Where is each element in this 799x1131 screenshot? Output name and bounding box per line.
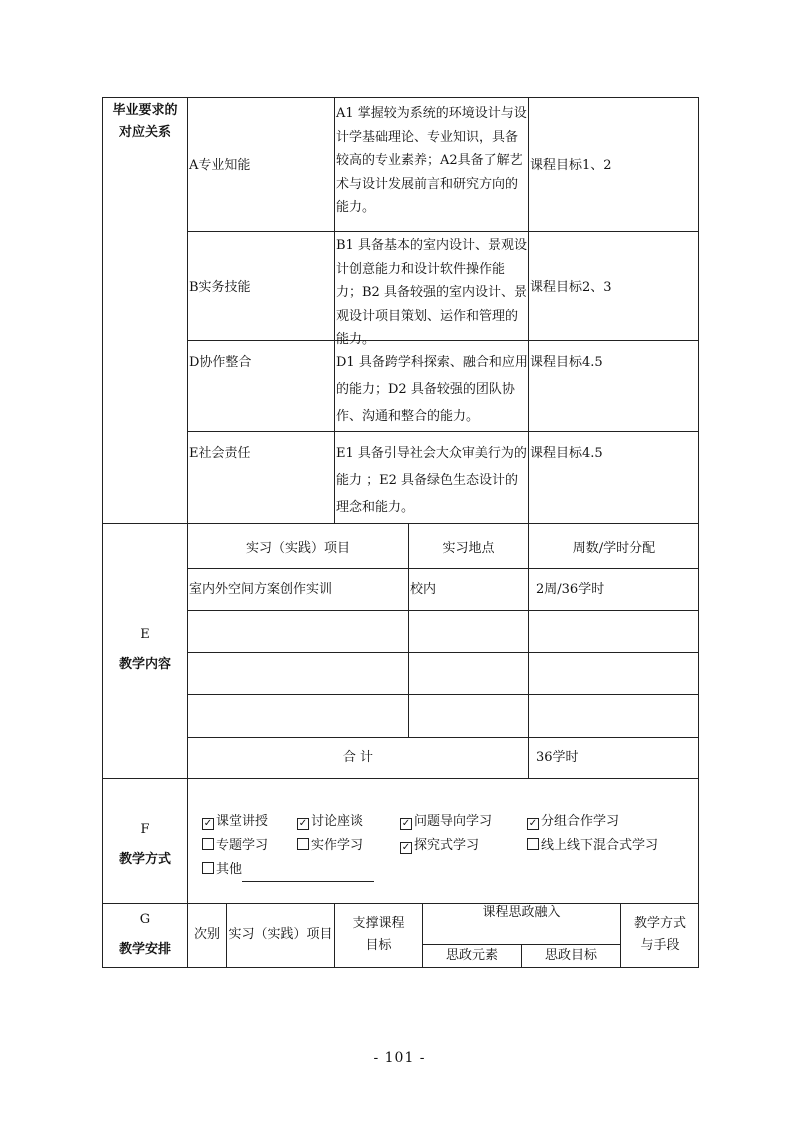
requirement-detail: D1 具备跨学科探索、融合和应用的能力；D2 具备较强的团队协作、沟通和整合的能力。 (336, 355, 528, 424)
table-header: 实习地点 (442, 541, 495, 556)
method-checkbox[interactable]: ✓ 讨论座谈 (298, 814, 364, 829)
content-section (102, 523, 699, 779)
checkbox-checked-icon: ✓ (298, 818, 308, 829)
col-order: 次别 (193, 927, 220, 942)
checkbox-empty-icon (297, 838, 309, 850)
col-support-line2: 目标 (365, 938, 392, 953)
total-value: 36学时 (536, 750, 579, 765)
section-title: 教学内容 (118, 657, 171, 672)
table-header: 周数/学时分配 (572, 541, 656, 556)
requirement-category: A专业知能 (189, 158, 251, 173)
method-checkbox[interactable]: ✓ 课堂讲授 (203, 814, 269, 829)
requirement-category: E社会责任 (189, 446, 251, 461)
col-method-line2: 与手段 (640, 938, 680, 953)
col-project: 实习（实践）项目 (228, 927, 333, 942)
col-support-line1: 支撑课程 (352, 916, 405, 931)
requirement-category: B实务技能 (189, 280, 251, 295)
checkbox-checked-icon: ✓ (401, 842, 411, 853)
section-title: 教学方式 (118, 852, 171, 867)
section-letter: G (139, 912, 151, 927)
total-label: 合 计 (342, 750, 374, 765)
method-checkbox[interactable]: 线上线下混合式学习 (527, 834, 658, 858)
checkbox-empty-icon (202, 862, 214, 874)
requirement-target: 课程目标2、3 (530, 280, 612, 295)
checkbox-empty-icon (202, 838, 214, 850)
method-checkbox[interactable]: ✓ 分组合作学习 (528, 814, 620, 829)
method-checkbox[interactable]: ✓ 问题导向学习 (401, 814, 493, 829)
checkbox-empty-icon (527, 838, 539, 850)
table-header: 实习（实践）项目 (245, 541, 350, 556)
page-number: - 101 - (373, 1050, 426, 1066)
col-ideology: 课程思政融入 (482, 905, 561, 920)
method-checkbox[interactable]: ✓ 探究式学习 (401, 838, 480, 853)
other-blank-line[interactable] (242, 867, 374, 882)
checkbox-checked-icon: ✓ (203, 818, 213, 829)
requirement-target: 课程目标4.5 (530, 446, 603, 461)
method-checkbox[interactable]: 实作学习 (297, 834, 363, 858)
col-element: 思政元素 (445, 948, 498, 963)
checkbox-checked-icon: ✓ (528, 818, 538, 829)
requirement-target: 课程目标4.5 (530, 355, 603, 370)
section-letter: F (140, 822, 150, 837)
method-checkbox-other[interactable]: 其他 (202, 858, 374, 882)
requirement-detail: A1 掌握较为系统的环境设计与设计学基础理论、专业知识，具备较高的专业素养；A2具备了解艺术与设计发展前言和研究方向的能力。 (336, 106, 527, 215)
section-title: 教学安排 (118, 942, 171, 957)
col-method-line1: 教学方式 (633, 916, 686, 931)
requirement-detail: B1 具备基本的室内设计、景观设计创意能力和设计软件操作能力；B2 具备较强的室内设计、景观设计项目策划、运作和管理的能力。 (336, 238, 527, 347)
requirements-heading-line1: 毕业要求的 (112, 103, 178, 118)
requirement-detail: E1 具备引导社会大众审美行为的能力 ；E2 具备绿色生态设计的理念和能力。 (336, 446, 527, 515)
method-checkbox[interactable]: 专题学习 (202, 834, 268, 858)
requirement-target: 课程目标1、2 (530, 158, 612, 173)
requirements-heading-line2: 对应关系 (118, 125, 171, 140)
table-cell: 校内 (410, 582, 437, 597)
table-cell: 室内外空间方案创作实训 (189, 582, 333, 597)
requirement-category: D协作整合 (189, 355, 252, 370)
checkbox-checked-icon: ✓ (401, 818, 411, 829)
col-goal: 思政目标 (544, 948, 597, 963)
section-letter: E (140, 627, 150, 642)
table-cell: 2周/36学时 (536, 582, 605, 597)
